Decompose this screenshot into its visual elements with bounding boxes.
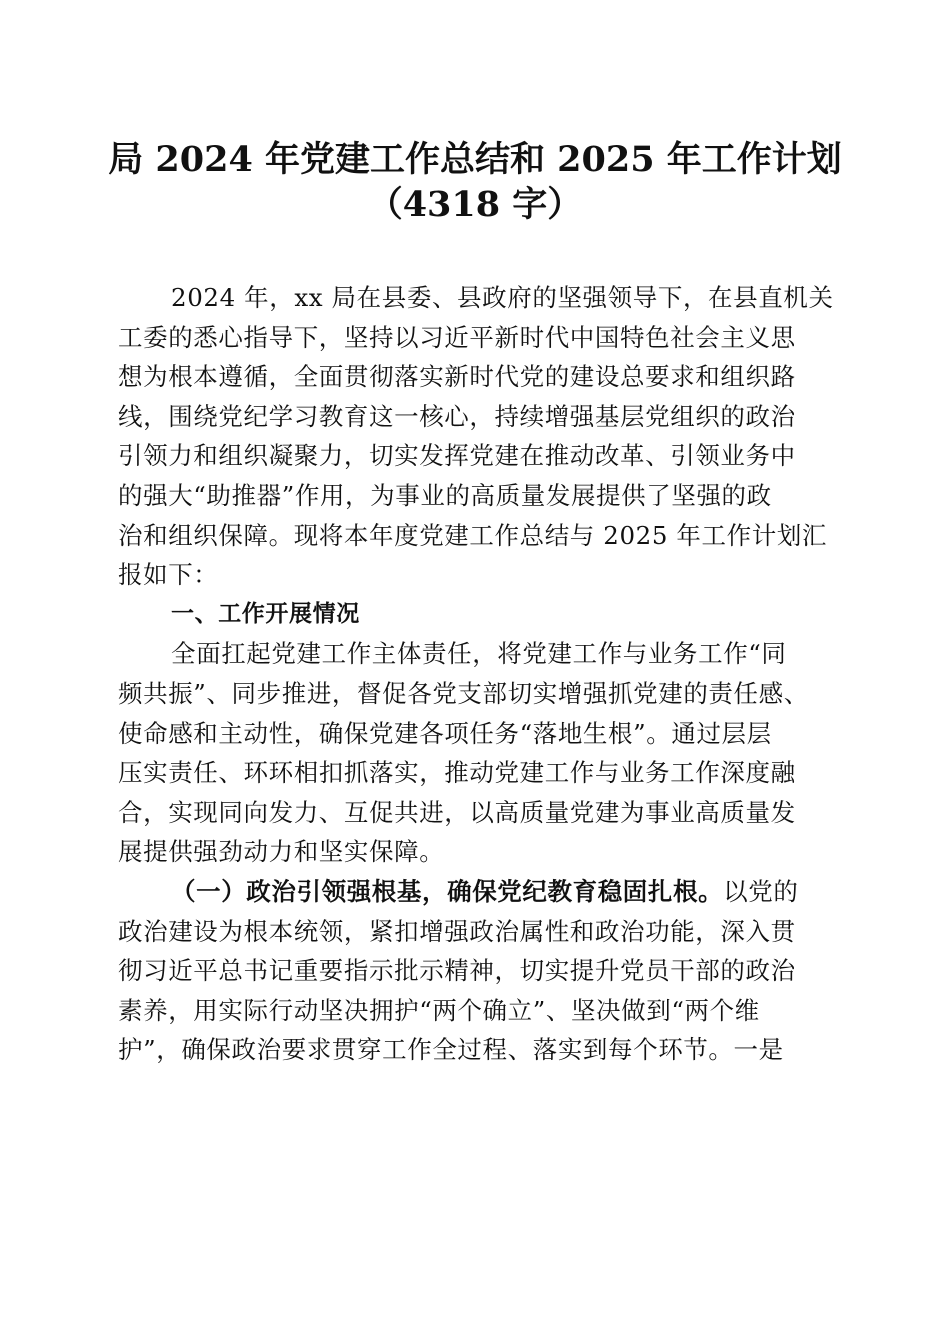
intro-line: 想为根本遵循，全面贯彻落实新时代党的建设总要求和组织路 [118, 362, 796, 392]
intro-line: 报如下： [118, 560, 219, 590]
section-line: 展提供强劲动力和坚实保障。 [118, 837, 445, 867]
subsection-line: 素养，用实际行动坚决拥护“两个确立”、坚决做到“两个维 [118, 995, 760, 1025]
document-body [118, 278, 834, 1070]
intro-line: 2024 年，xx 局在县委、县政府的坚强领导下，在县直机关 [171, 283, 834, 312]
section-line: 全面扛起党建工作主体责任，将党建工作与业务工作“同 [171, 639, 787, 669]
section-heading: 一、工作开展情况 [171, 600, 360, 627]
subsection-line: 彻习近平总书记重要指示批示精神，切实提升党员干部的政治 [118, 956, 796, 986]
intro-line: 的强大“助推器”作用，为事业的高质量发展提供了坚强的政 [118, 480, 772, 510]
subsection-lead-rest: 以党的 [723, 876, 799, 906]
section-line: 频共振”、同步推进，督促各党支部切实增强抓党建的责任感、 [118, 678, 809, 708]
subsection-line: 政治建设为根本统领，紧扣增强政治属性和政治功能，深入贯 [118, 916, 796, 946]
section-line: 合，实现同向发力、互促共进，以高质量党建为事业高质量发 [118, 797, 796, 827]
intro-line: 工委的悉心指导下，坚持以习近平新时代中国特色社会主义思 [118, 322, 796, 352]
section-line: 使命感和主动性，确保党建各项任务“落地生根”。通过层层 [118, 718, 772, 748]
document-title: 局 2024 年党建工作总结和 2025 年工作计划 [108, 139, 842, 180]
intro-line: 引领力和组织凝聚力，切实发挥党建在推动改革、引领业务中 [118, 441, 796, 471]
document-title-wordcount: （4318 字） [367, 184, 583, 225]
section-line: 压实责任、环环相扣抓落实，推动党建工作与业务工作深度融 [118, 758, 796, 788]
subsection-first-line [118, 872, 830, 912]
subsection-line: 护”，确保政治要求贯穿工作全过程、落实到每个环节。一是 [118, 1035, 784, 1065]
subsection-heading: （一）政治引领强根基，确保党纪教育稳固扎根。 [171, 876, 724, 906]
intro-line: 线，围绕党纪学习教育这一核心，持续增强基层党组织的政治 [118, 401, 796, 431]
intro-line: 治和组织保障。现将本年度党建工作总结与 2025 年工作计划汇 [118, 520, 828, 550]
